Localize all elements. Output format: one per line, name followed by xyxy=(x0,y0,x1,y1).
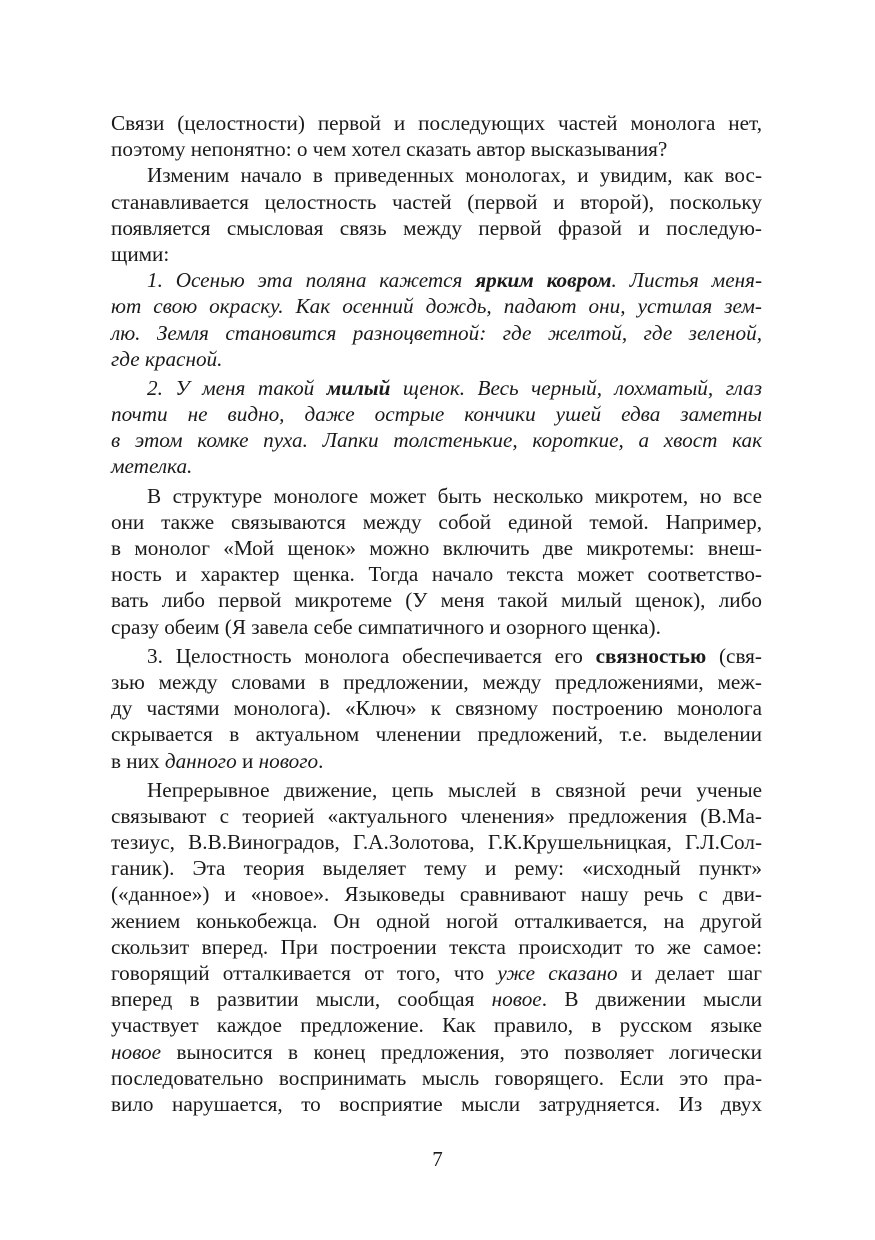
text-line: поэтому непонятно: о чем хотел сказать автор высказывания? xyxy=(111,137,668,162)
text-line: жением конькобежца. Он одной ногой отталкивается, на другой xyxy=(111,908,762,933)
text-line: зью между словами в предложении, между предложениями, меж- xyxy=(111,669,762,694)
text-line: щими: xyxy=(111,241,170,266)
text-line: скрывается в актуальном членении предложений, т.е. выделении xyxy=(111,722,762,747)
text-line: вило нарушается, то восприятие мысли затрудняется. Из двух xyxy=(111,1091,762,1116)
bold-phrase: милый xyxy=(326,375,391,400)
text-line: ду частями монолога). «Ключ» к связному построению монолога xyxy=(111,696,762,721)
text-line xyxy=(111,1039,762,1065)
page-body xyxy=(111,110,762,1117)
text-run: и xyxy=(236,748,259,773)
text-line: последовательно воспринимать мысль говорящего. Если это пра- xyxy=(111,1065,762,1090)
text-run: в них xyxy=(111,748,165,773)
text-line: в этом комке пуха. Лапки толстенькие, короткие, а хвост как xyxy=(111,428,762,453)
text-run: . xyxy=(318,748,324,773)
text-line: станавливается целостность частей (первой и второй), поскольку xyxy=(111,189,762,214)
text-line xyxy=(111,960,762,986)
text-line: скользит вперед. При построении текста происходит то же самое: xyxy=(111,934,762,959)
text-run: . В движении мысли xyxy=(541,987,762,1012)
example-1 xyxy=(111,267,762,372)
text-line xyxy=(111,375,762,401)
text-line: где красной. xyxy=(111,346,223,371)
text-line: они также связываются между собой единой темой. Например, xyxy=(111,509,762,534)
text-line: Связи (целостности) первой и последующих частей монолога нет, xyxy=(111,111,762,135)
text-line: ность и характер щенка. Тогда начало текста может соответство- xyxy=(111,562,762,587)
text-run: вперед в развитии мысли, сообщая xyxy=(111,987,492,1012)
paragraph-continuation xyxy=(111,110,762,162)
text-line: лю. Земля становится разноцветной: где желтой, где зеленой, xyxy=(111,320,762,345)
paragraph-point-3 xyxy=(111,643,762,774)
example-2 xyxy=(111,375,762,480)
page-number: 7 xyxy=(432,1147,443,1171)
text-line: тезиус, В.В.Виноградов, Г.А.Золотова, Г.К.Крушельницкая, Г.Л.Сол- xyxy=(111,830,762,855)
text-run: щенок. Весь черный, лохматый, глаз xyxy=(390,375,762,400)
text-line: В структуре монологе может быть несколько микротем, но все xyxy=(147,483,762,508)
text-line: метелка. xyxy=(111,454,193,479)
italic-term: данного xyxy=(164,748,237,773)
text-run: 3. Целостность монолога обеспечивается его xyxy=(147,643,596,668)
text-run: . Листья меня- xyxy=(611,268,763,293)
italic-term: нового xyxy=(258,748,319,773)
paragraph xyxy=(111,777,762,1117)
bold-phrase: ярким ковром xyxy=(475,268,612,293)
text-line: участвует каждое предложение. Как правило, в русском языке xyxy=(111,1013,762,1038)
text-line: ют свою окраску. Как осенний дождь, падают они, устилая зем- xyxy=(111,294,762,319)
paragraph xyxy=(111,483,762,640)
paragraph xyxy=(111,162,762,267)
italic-term: новое xyxy=(491,987,542,1012)
text-line xyxy=(111,748,762,774)
text-line: вать либо первой микротеме (У меня такой милый щенок), либо xyxy=(111,588,762,613)
text-line: связывают с теорией «актуального членения» предложения (В.Ма- xyxy=(111,803,762,828)
bold-term: связностью xyxy=(595,643,707,668)
text-run: 1. Осенью эта поляна кажется xyxy=(147,268,476,293)
text-line: почти не видно, даже острые кончики ушей едва заметны xyxy=(111,402,762,427)
italic-term: уже сказано xyxy=(497,961,618,985)
text-line: («данное») и «новое». Языковеды сравнивают нашу речь с дви- xyxy=(111,882,762,907)
text-line xyxy=(111,986,762,1012)
text-line: сразу обеим (Я завела себе симпатичного и озорного щенка). xyxy=(111,614,661,639)
text-line: в монолог «Мой щенок» можно включить две микротемы: внеш- xyxy=(111,536,762,560)
text-run: 2. У меня такой xyxy=(147,375,327,400)
text-line xyxy=(111,643,762,669)
text-line: ганик). Эта теория выделяет тему и рему: «исходный пункт» xyxy=(111,856,762,881)
text-line: Изменим начало в приведенных монологах, и увидим, как вос- xyxy=(147,163,762,188)
text-run: и делает шаг xyxy=(617,961,762,985)
italic-term: новое xyxy=(111,1039,162,1064)
text-run: выносится в конец предложения, это позволяет логически xyxy=(161,1039,762,1064)
text-line xyxy=(111,267,762,293)
text-line: появляется смысловая связь между первой фразой и последую- xyxy=(111,215,762,240)
text-line: Непрерывное движение, цепь мыслей в связной речи ученые xyxy=(147,777,762,802)
text-run: говорящий отталкивается от того, что xyxy=(111,961,498,985)
text-run: (свя- xyxy=(706,643,762,668)
